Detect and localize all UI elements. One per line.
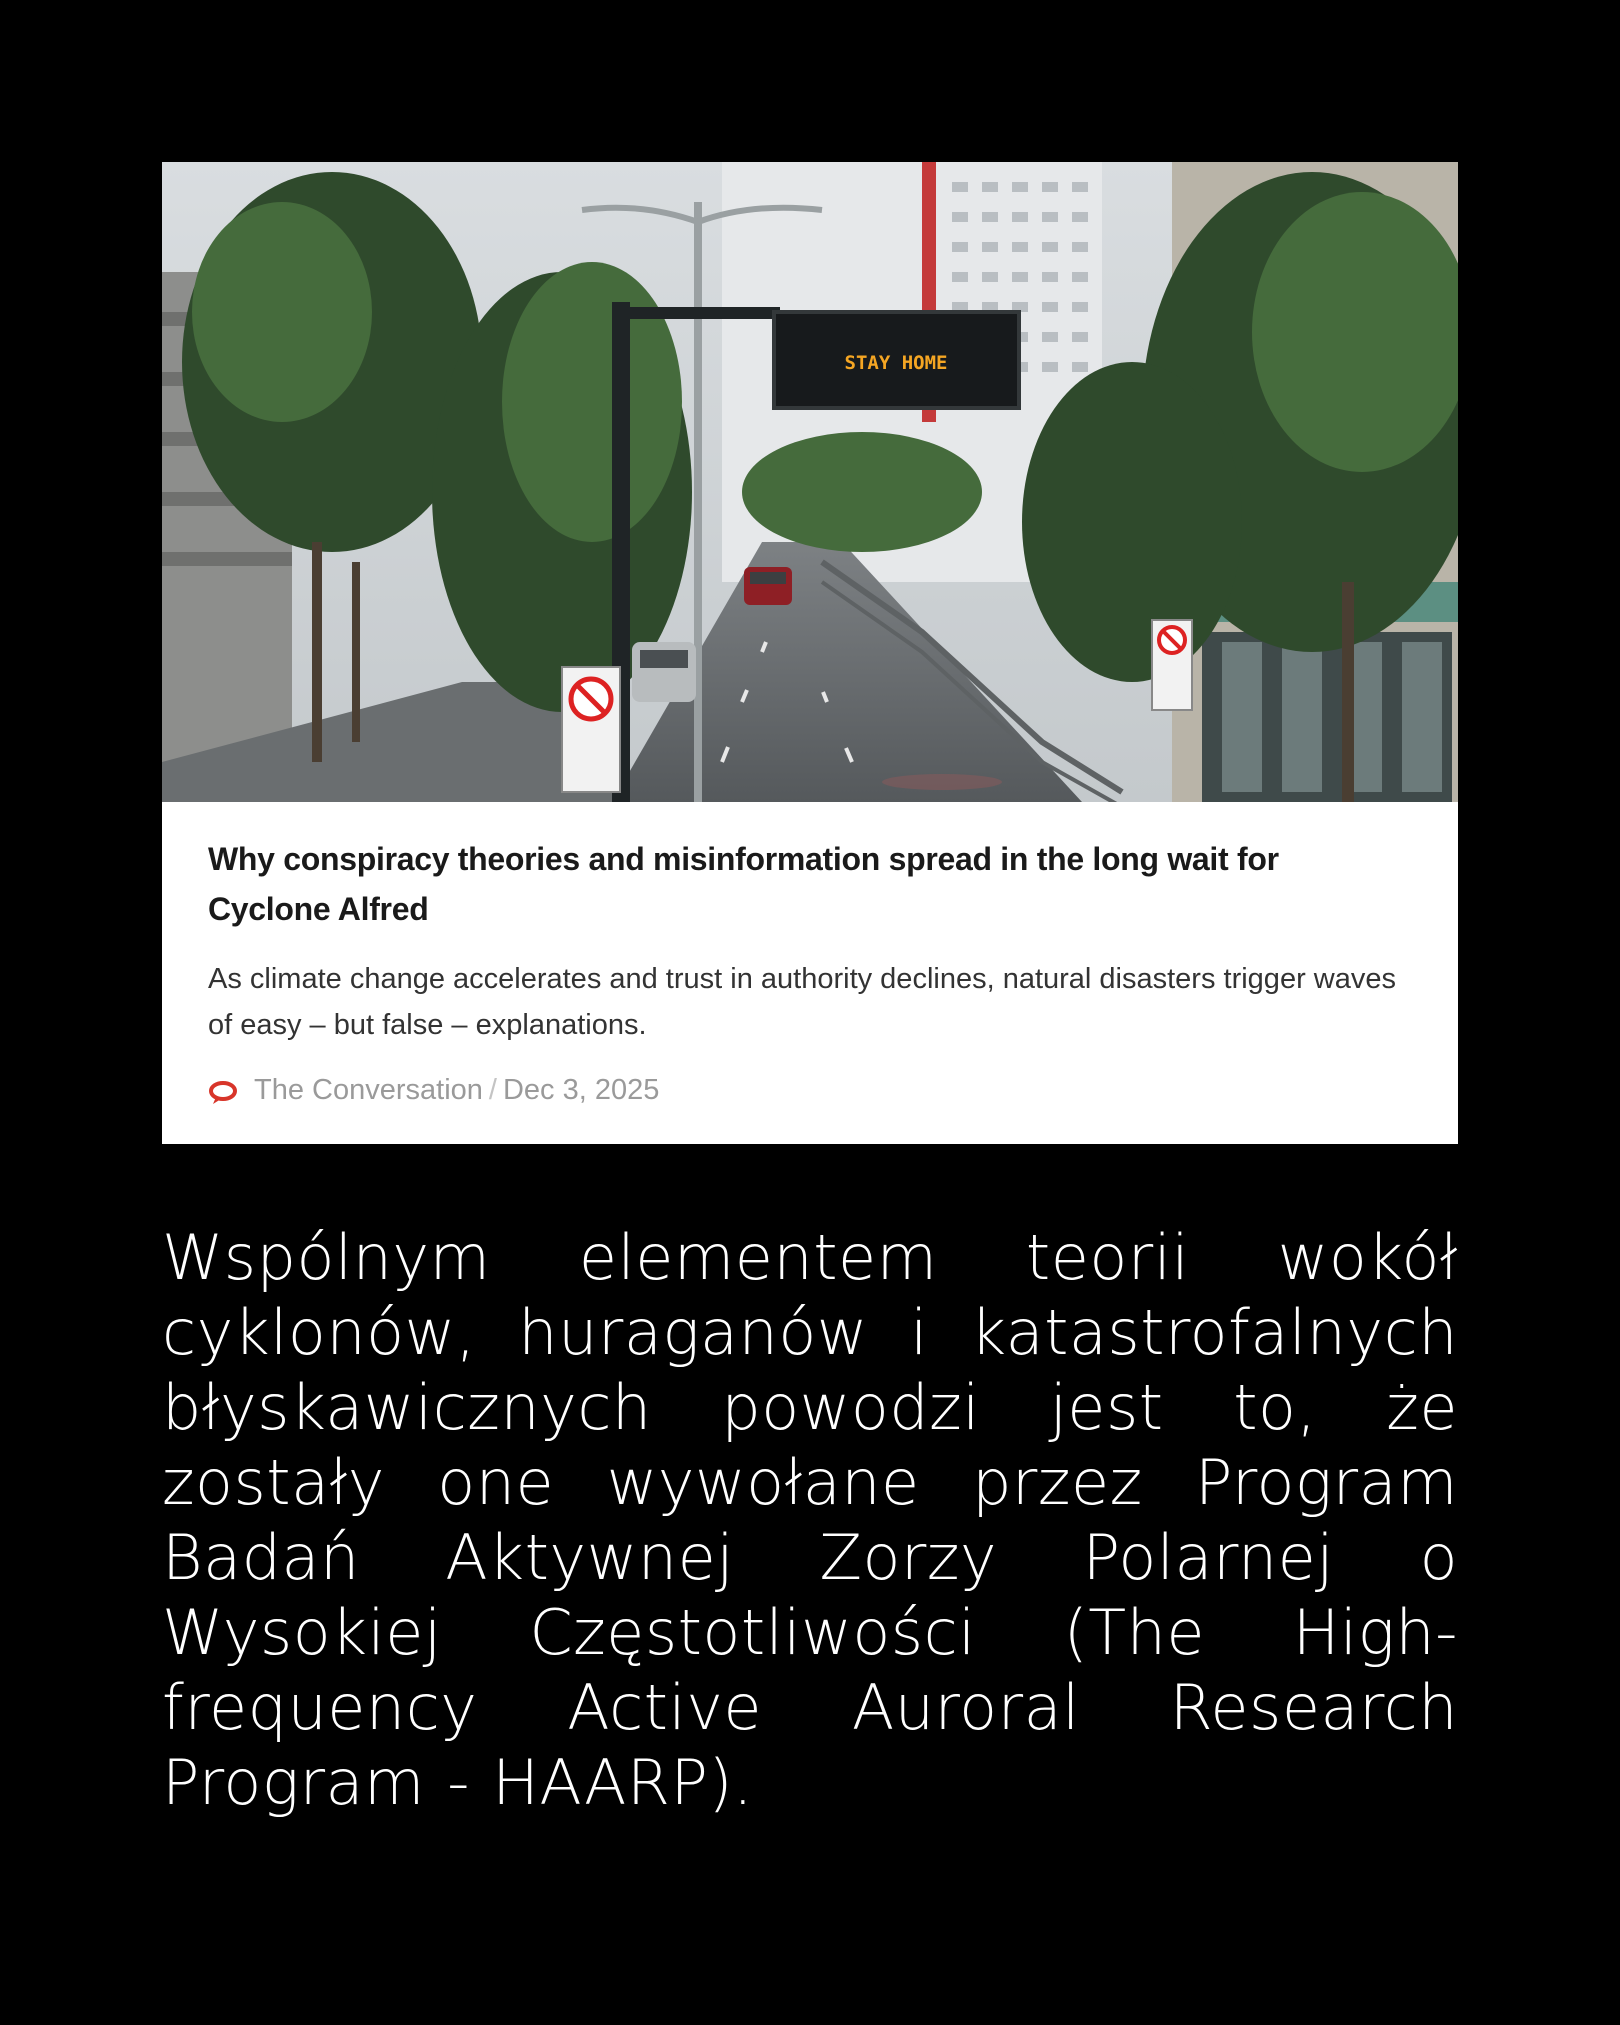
article-headline[interactable]: Why conspiracy theories and misinformation spread in the long wait for Cyclone Alfred xyxy=(208,841,1279,927)
article-card-body xyxy=(208,834,1408,1108)
article-source[interactable]: The Conversation xyxy=(254,1073,483,1106)
no-truck-sign-left xyxy=(562,667,620,792)
article-summary: As climate change accelerates and trust in authority declines, natural disasters trigger waves of easy – but false – explanations. xyxy=(208,963,1396,1041)
article-meta xyxy=(208,1072,1408,1108)
speech-bubble-icon xyxy=(208,1078,238,1108)
meta-separator: / xyxy=(488,1073,497,1106)
article-card[interactable] xyxy=(162,162,1458,1144)
caption-text: Wspólnym elementem teorii wokół cyklonów, huraganów i katastrofalnych błyskawicznych powodzi jest to, że zostały one wywołane przez Program Badań Aktywnej Zorzy Polarnej o Wysokiej Częstotliwości (The High-frequency Active Auroral Research Program - HAARP). xyxy=(162,1221,1458,1819)
no-truck-sign-right xyxy=(1152,620,1192,710)
article-date: Dec 3, 2025 xyxy=(502,1073,660,1106)
gantry-sign-text: STAY HOME xyxy=(844,352,948,374)
article-photo xyxy=(162,162,1458,802)
street-photo-illustration xyxy=(162,162,1458,802)
